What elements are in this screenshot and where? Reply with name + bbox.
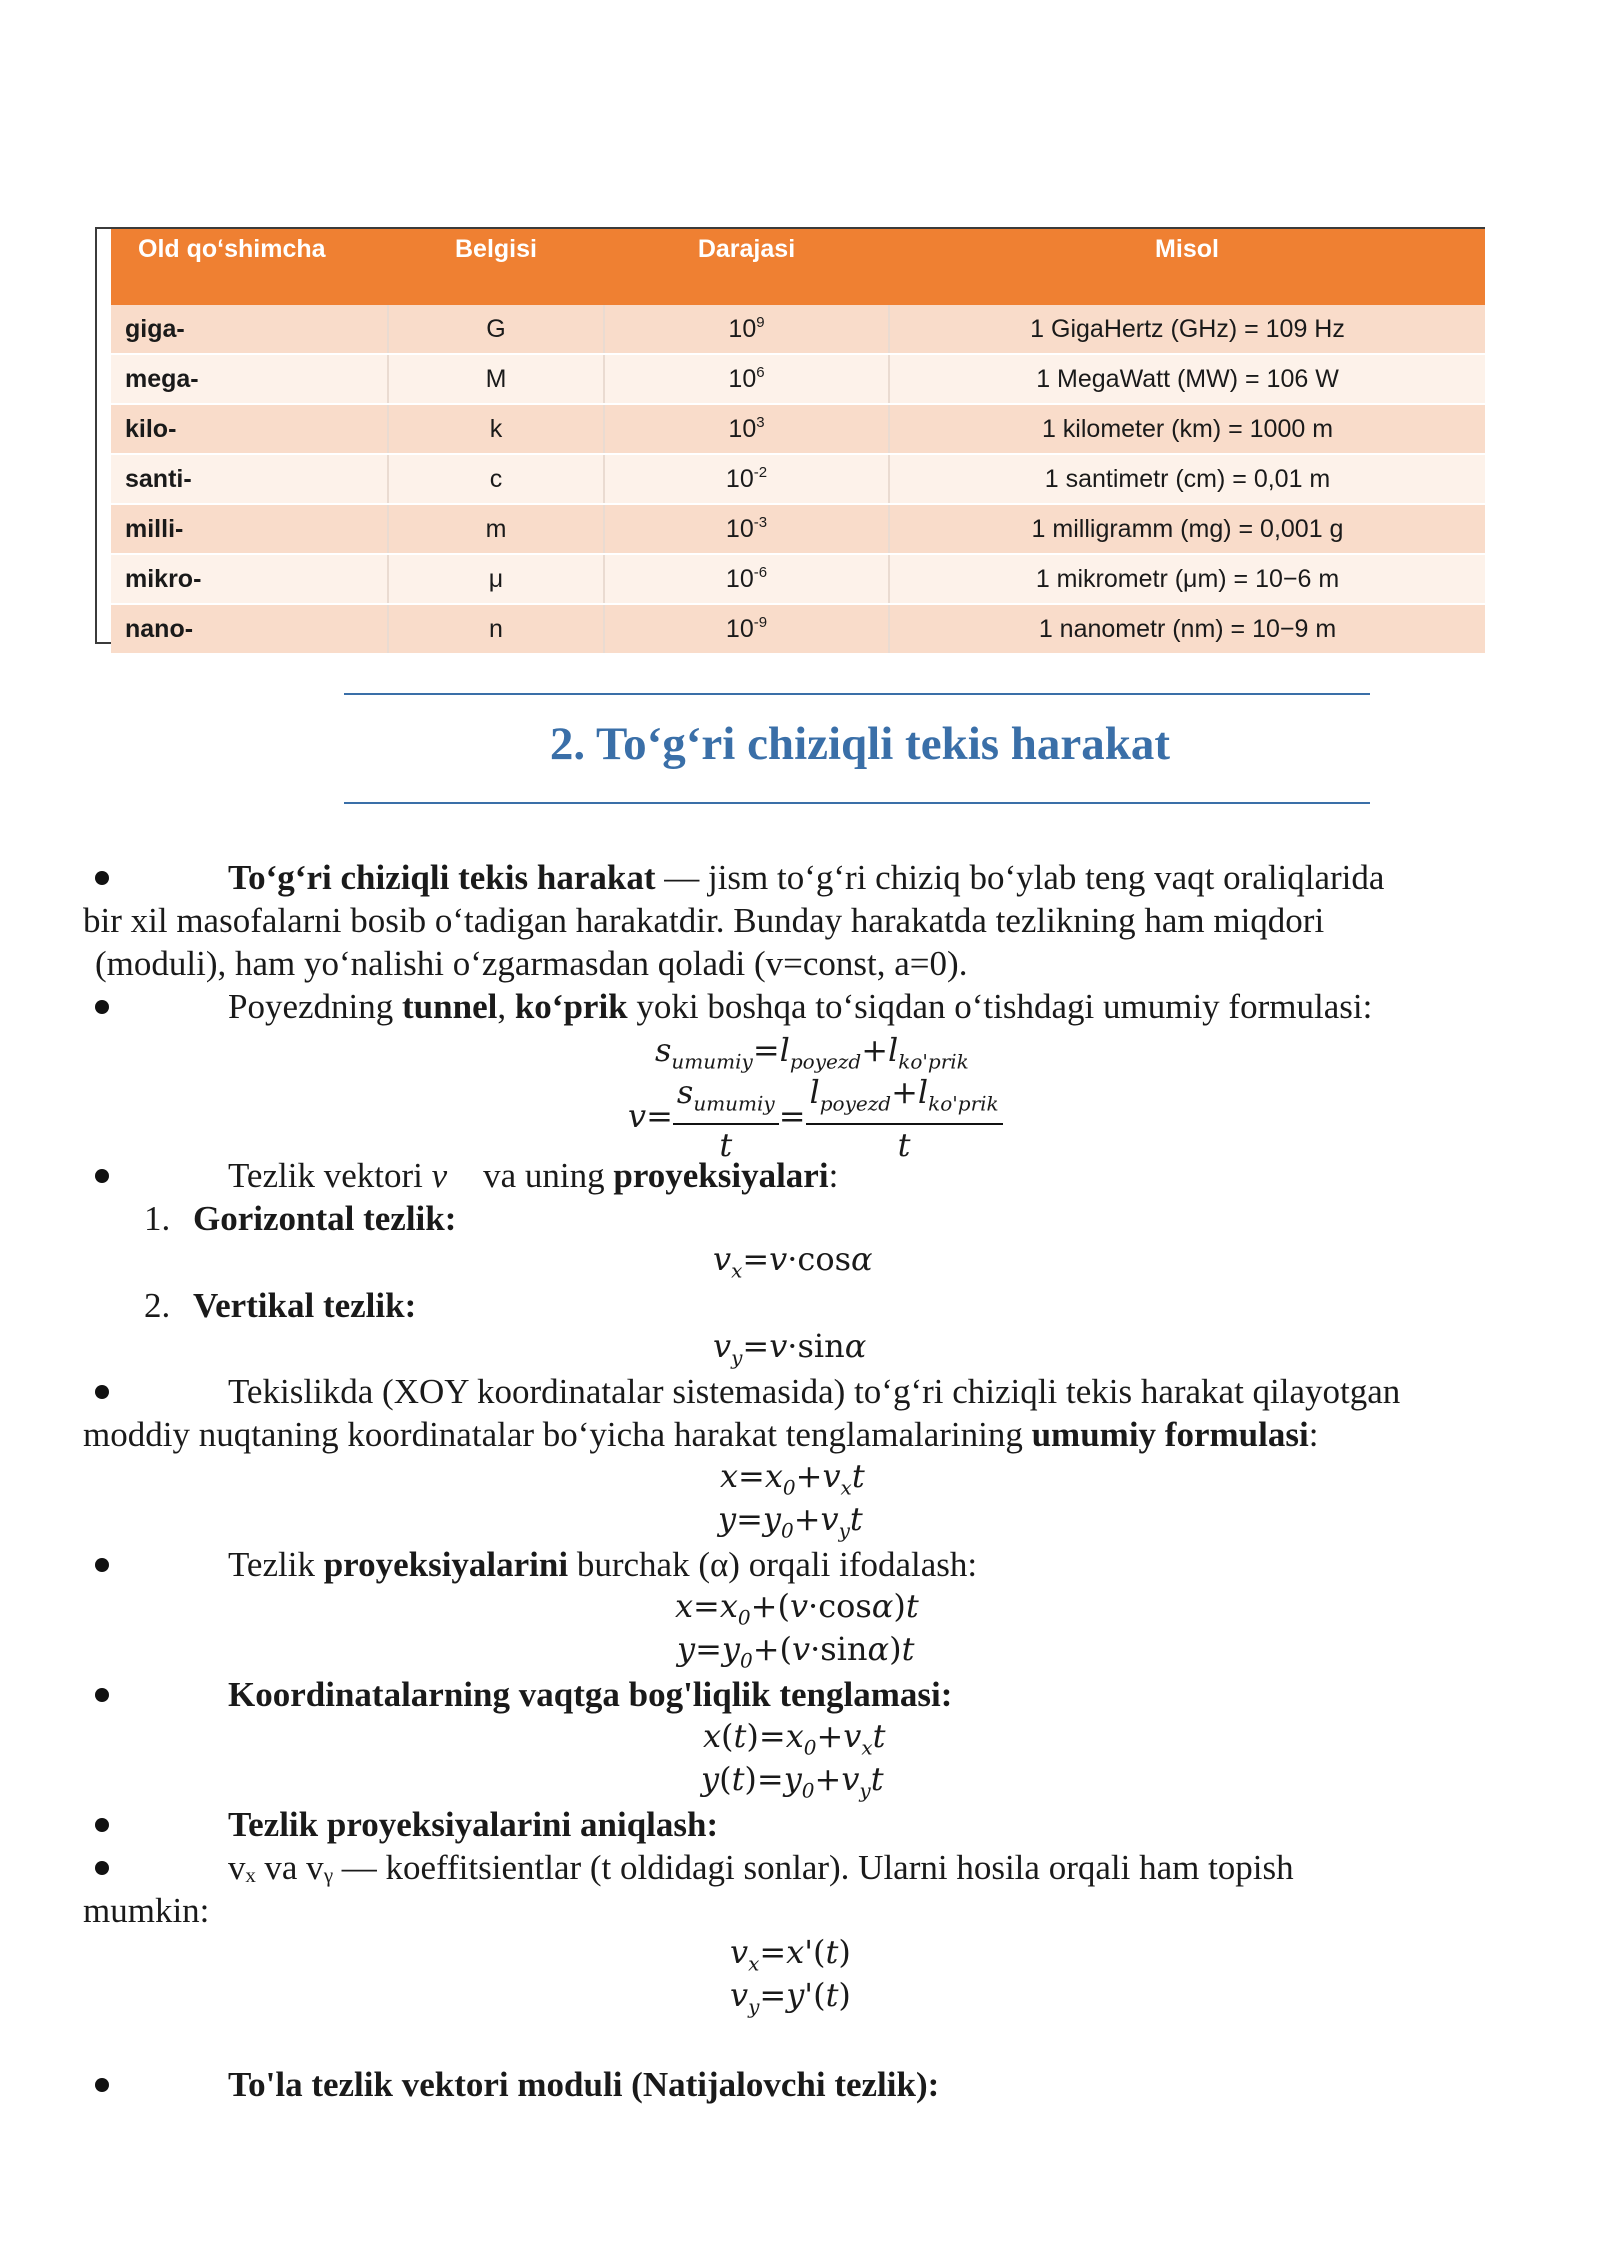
bullet xyxy=(95,871,109,885)
bullet xyxy=(95,1558,109,1572)
cell-example: 1 kilometer (km) = 1000 m xyxy=(889,404,1485,454)
list-item-vertical: Vertikal tezlik: xyxy=(193,1286,417,1325)
paragraph-definition-line2: bir xil masofalarni bosib o‘tadigan harakatdir. Bunday harakatda tezlikning ham miqdori xyxy=(83,901,1325,940)
table-row xyxy=(111,504,1485,554)
formula-speed-fraction: v= $\frac{s_{umumiy}}{t}$ = $\frac{l_{poyezd}+l_{ko'prik}}{t}$ xyxy=(628,1072,1003,1165)
header-symbol: Belgisi xyxy=(388,229,604,305)
cell-prefix: giga- xyxy=(111,305,388,354)
paragraph-angle: Tezlik proyeksiyalarini burchak (α) orqali ifodalash: xyxy=(228,1545,978,1584)
cell-prefix: santi- xyxy=(111,454,388,504)
paragraph-determine-projections: Tezlik proyeksiyalarini aniqlash: xyxy=(228,1805,719,1844)
header-power: Darajasi xyxy=(604,229,889,305)
cell-symbol: n xyxy=(388,604,604,654)
cell-example: 1 santimetr (cm) = 0,01 m xyxy=(889,454,1485,504)
cell-prefix: mega- xyxy=(111,354,388,404)
formula-vx: $v_x=v\cdot\cos\alpha$ xyxy=(713,1240,873,1283)
formula-vx-derivative: $v_x=x'(t)$ xyxy=(730,1933,851,1976)
table-row xyxy=(111,604,1485,654)
formula-vy: $v_y=v\cdot\sin\alpha$ xyxy=(713,1327,867,1370)
cell-symbol: G xyxy=(388,305,604,354)
bullet xyxy=(95,1688,109,1702)
formula-y-angle: $y=y_0+(v\cdot\sin\alpha)t$ xyxy=(677,1630,915,1673)
formula-vy-derivative: $v_y=y'(t)$ xyxy=(730,1976,851,2019)
header-example: Misol xyxy=(889,229,1485,305)
cell-example: 1 MegaWatt (MW) = 106 W xyxy=(889,354,1485,404)
cell-power: $10^6$ xyxy=(604,354,889,404)
paragraph-coefficients-line1: vₓ va vᵧ — koeffitsientlar (t oldidagi sonlar). Ularni hosila orqali ham topish xyxy=(228,1848,1294,1887)
bullet xyxy=(95,2078,109,2092)
table-row xyxy=(111,404,1485,454)
prefix-table-frame xyxy=(95,227,1485,644)
formula-x-general: $x=x_0+v_xt$ xyxy=(720,1457,865,1500)
cell-power: $10^{-2}$ xyxy=(604,454,889,504)
formula-y-of-t: $y(t)=y_0+v_yt$ xyxy=(701,1760,884,1803)
paragraph-train-formula: Poyezdning tunnel, ko‘prik yoki boshqa to‘siqdan o‘tishdagi umumiy formulasi: xyxy=(228,987,1373,1026)
bullet xyxy=(95,1385,109,1399)
cell-power: $10^3$ xyxy=(604,404,889,454)
paragraph-definition-line1: To‘g‘ri chiziqli tekis harakat — jism to‘g‘ri chiziq bo‘ylab teng vaqt oraliqlarida xyxy=(228,858,1385,897)
table-row xyxy=(111,354,1485,404)
header-prefix: Old qo‘shimcha xyxy=(111,229,388,305)
list-item-horizontal: Gorizontal tezlik: xyxy=(193,1199,457,1238)
cell-symbol: k xyxy=(388,404,604,454)
list-number: 1. xyxy=(144,1199,171,1238)
bullet xyxy=(95,1169,109,1183)
table-header-row xyxy=(111,229,1485,305)
cell-example: 1 GigaHertz (GHz) = 109 Hz xyxy=(889,305,1485,354)
title-rule-bottom xyxy=(344,802,1370,804)
cell-symbol: M xyxy=(388,354,604,404)
cell-symbol: μ xyxy=(388,554,604,604)
table-row xyxy=(111,554,1485,604)
paragraph-velocity-vector: Tezlik vektori v⃗ va uning proyeksiyalari: xyxy=(228,1156,839,1195)
formula-x-of-t: $x(t)=x_0+v_xt$ xyxy=(703,1717,886,1760)
bullet xyxy=(95,1861,109,1875)
cell-example: 1 nanometr (nm) = 10−9 m xyxy=(889,604,1485,654)
cell-prefix: nano- xyxy=(111,604,388,654)
cell-symbol: c xyxy=(388,454,604,504)
paragraph-time-dependence: Koordinatalarning vaqtga bog'liqlik tenglamasi: xyxy=(228,1675,953,1714)
prefix-table xyxy=(111,229,1485,655)
cell-power: $10^{-9}$ xyxy=(604,604,889,654)
formula-total-distance: $s_{umumiy}=l_{poyezd}+l_{ko'prik}$ xyxy=(655,1031,969,1074)
paragraph-xoy-line2: moddiy nuqtaning koordinatalar bo‘yicha harakat tenglamalarining umumiy formulasi: xyxy=(83,1415,1319,1454)
table-row xyxy=(111,305,1485,354)
paragraph-resultant-speed: To'la tezlik vektori moduli (Natijalovchi tezlik): xyxy=(228,2065,940,2104)
table-row xyxy=(111,454,1485,504)
section-title: 2. To‘g‘ri chiziqli tekis harakat xyxy=(549,718,1171,770)
paragraph-definition-line3: (moduli), ham yo‘nalishi o‘zgarmasdan qoladi (v=const, a=0). xyxy=(95,944,968,983)
title-rule-top xyxy=(344,693,1370,695)
cell-symbol: m xyxy=(388,504,604,554)
bullet xyxy=(95,1818,109,1832)
cell-power: $10^{-3}$ xyxy=(604,504,889,554)
cell-example: 1 mikrometr (μm) = 10−6 m xyxy=(889,554,1485,604)
cell-power: $10^{-6}$ xyxy=(604,554,889,604)
cell-example: 1 milligramm (mg) = 0,001 g xyxy=(889,504,1485,554)
cell-prefix: kilo- xyxy=(111,404,388,454)
cell-prefix: milli- xyxy=(111,504,388,554)
paragraph-xoy-line1: Tekislikda (XOY koordinatalar sistemasida) to‘g‘ri chiziqli tekis harakat qilayotgan xyxy=(228,1372,1401,1411)
bullet xyxy=(95,1000,109,1014)
list-number: 2. xyxy=(144,1286,171,1325)
cell-prefix: mikro- xyxy=(111,554,388,604)
paragraph-coefficients-line2: mumkin: xyxy=(83,1891,210,1930)
formula-x-angle: $x=x_0+(v\cdot\cos\alpha)t$ xyxy=(675,1587,919,1630)
formula-y-general: $y=y_0+v_yt$ xyxy=(718,1500,863,1543)
cell-power: $10^9$ xyxy=(604,305,889,354)
